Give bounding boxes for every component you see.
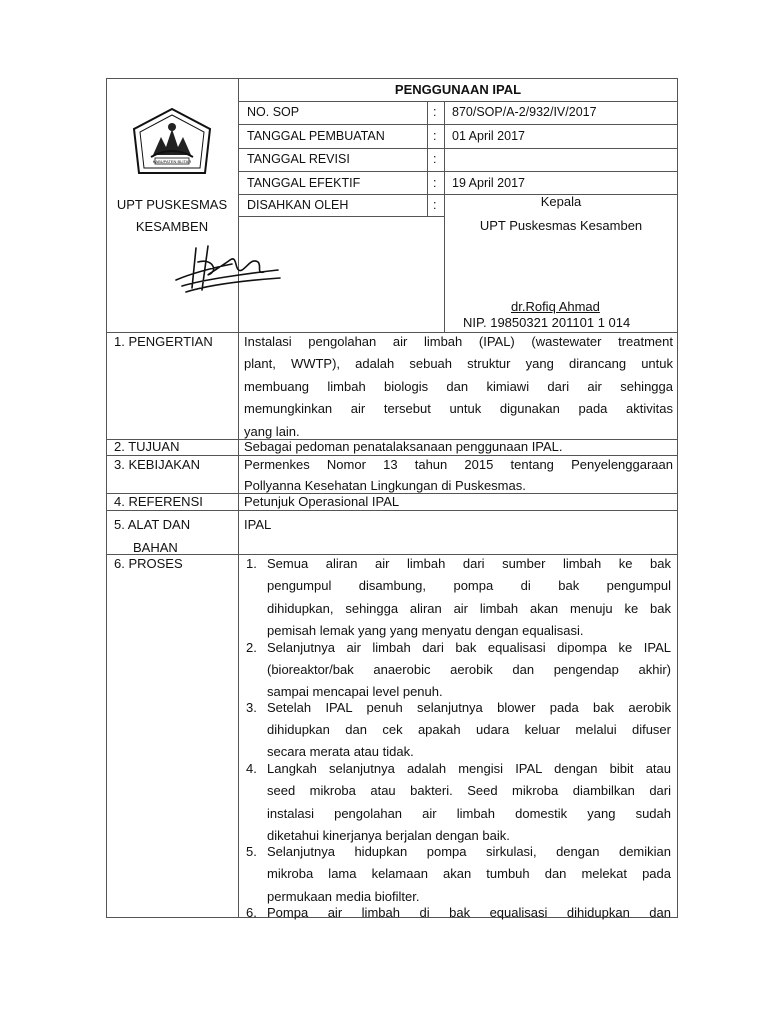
field-separator: : [433, 129, 437, 143]
step-line: seed mikroba atau bakteri. Seed mikroba diambilkan dari [267, 783, 671, 798]
step-line: Selanjutnya air limbah dari bak equalisasi dipompa ke IPAL [267, 640, 671, 655]
org-name-line2: KESAMBEN [135, 219, 209, 234]
approver-unit: UPT Puskesmas Kesamben [479, 218, 643, 233]
field-label-no-sop: NO. SOP [247, 105, 300, 119]
field-value-no-sop: 870/SOP/A-2/932/IV/2017 [452, 105, 597, 119]
kebijakan-line: Pollyanna Kesehatan Lingkungan di Puskesmas. [244, 478, 526, 493]
svg-text:KABUPATEN BLITAR: KABUPATEN BLITAR [152, 159, 192, 164]
step-number: 5. [246, 844, 257, 859]
approver-name: dr.Rofiq Ahmad [511, 299, 600, 314]
field-separator: : [433, 176, 437, 190]
section-label-bahan: BAHAN [133, 540, 178, 555]
pengertian-line: membuang limbah biologis dan kimiawi dari air sehingga [244, 379, 673, 394]
kebijakan-line: Permenkes Nomor 13 tahun 2015 tentang Penyelenggaraan [244, 457, 673, 472]
pengertian-line: Instalasi pengolahan air limbah (IPAL) (wastewater treatment [244, 334, 673, 349]
step-number: 6. [246, 905, 257, 920]
step-line: instalasi pengolahan air limbah domestik yang sudah [267, 806, 671, 821]
step-line: dihidupkan dan cek apakah udara keluar melalui difuser [267, 722, 671, 737]
tujuan-text: Sebagai pedoman penatalaksanaan penggunaan IPAL. [244, 439, 563, 454]
step-line: mikroba lama kelamaan akan tumbuh dan melekat pada [267, 866, 671, 881]
section-label-referensi: 4. REFERENSI [114, 494, 203, 509]
pengertian-line: yang lain. [244, 424, 300, 439]
field-label-tanggal-efektif: TANGGAL EFEKTIF [247, 176, 361, 190]
step-line: Semua aliran air limbah dari sumber limbah ke bak [267, 556, 671, 571]
step-line: (bioreaktor/bak anaerobic aerobik dan pengendap akhir) [267, 662, 671, 677]
alat-text: IPAL [244, 517, 272, 532]
field-separator: : [433, 152, 437, 166]
table-line [238, 171, 678, 172]
regency-logo [131, 107, 213, 179]
step-number: 4. [246, 761, 257, 776]
step-line: Langkah selanjutnya adalah mengisi IPAL dengan bibit atau [267, 761, 671, 776]
step-line: permukaan media biofilter. [267, 889, 420, 904]
pengertian-line: memungkinkan air tersebut untuk digunakan pada aktivitas [244, 401, 673, 416]
approver-nip: NIP. 19850321 201101 1 014 [463, 315, 631, 330]
field-separator: : [433, 105, 437, 119]
org-name-line1: UPT PUSKESMAS [116, 197, 228, 212]
pengertian-line: plant, WWTP), adalah sebuah struktur yang dirancang untuk [244, 356, 673, 371]
step-line: pemisah lemak yang yang menyatu dengan equalisasi. [267, 623, 584, 638]
table-line [106, 455, 678, 456]
field-value-tanggal-efektif: 19 April 2017 [452, 176, 525, 190]
section-label-alat: 5. ALAT DAN [114, 517, 191, 532]
field-value-tanggal-pembuatan: 01 April 2017 [452, 129, 525, 143]
table-border-top [106, 78, 678, 79]
step-line: Selanjutnya hidupkan pompa sirkulasi, dengan demikian [267, 844, 671, 859]
field-label-disahkan-oleh: DISAHKAN OLEH [247, 198, 349, 212]
table-line [238, 124, 678, 125]
referensi-text: Petunjuk Operasional IPAL [244, 494, 400, 509]
step-line: secara merata atau tidak. [267, 744, 414, 759]
step-number: 2. [246, 640, 257, 655]
section-label-tujuan: 2. TUJUAN [114, 439, 180, 454]
step-line: Pompa air limbah di bak equalisasi dihidupkan dan [267, 905, 671, 920]
field-label-tanggal-pembuatan: TANGGAL PEMBUATAN [247, 129, 385, 143]
table-line [427, 101, 428, 216]
table-line [106, 332, 678, 333]
section-label-kebijakan: 3. KEBIJAKAN [114, 457, 200, 472]
step-line: dihidupkan, sehingga aliran air limbah akan menuju ke bak [267, 601, 671, 616]
approver-title: Kepala [540, 194, 582, 209]
step-line: Setelah IPAL penuh selanjutnya blower pada bak aerobik [267, 700, 671, 715]
table-line [106, 510, 678, 511]
field-label-tanggal-revisi: TANGGAL REVISI [247, 152, 350, 166]
document-title: PENGGUNAAN IPAL [394, 82, 522, 97]
section-label-proses: 6. PROSES [114, 556, 183, 571]
table-line [238, 148, 678, 149]
signature [172, 240, 284, 296]
section-label-pengertian: 1. PENGERTIAN [114, 334, 213, 349]
step-number: 1. [246, 556, 257, 571]
table-line [238, 78, 239, 918]
table-line [444, 101, 445, 332]
step-line: pengumpul disambung, pompa di bak pengumpul [267, 578, 671, 593]
step-line: diketahui kinerjanya berjalan dengan baik. [267, 828, 510, 843]
step-number: 3. [246, 700, 257, 715]
table-line [238, 101, 678, 102]
table-line [238, 216, 444, 217]
field-separator: : [433, 198, 437, 212]
table-line [106, 554, 678, 555]
step-line: sampai mencapai level penuh. [267, 684, 443, 699]
